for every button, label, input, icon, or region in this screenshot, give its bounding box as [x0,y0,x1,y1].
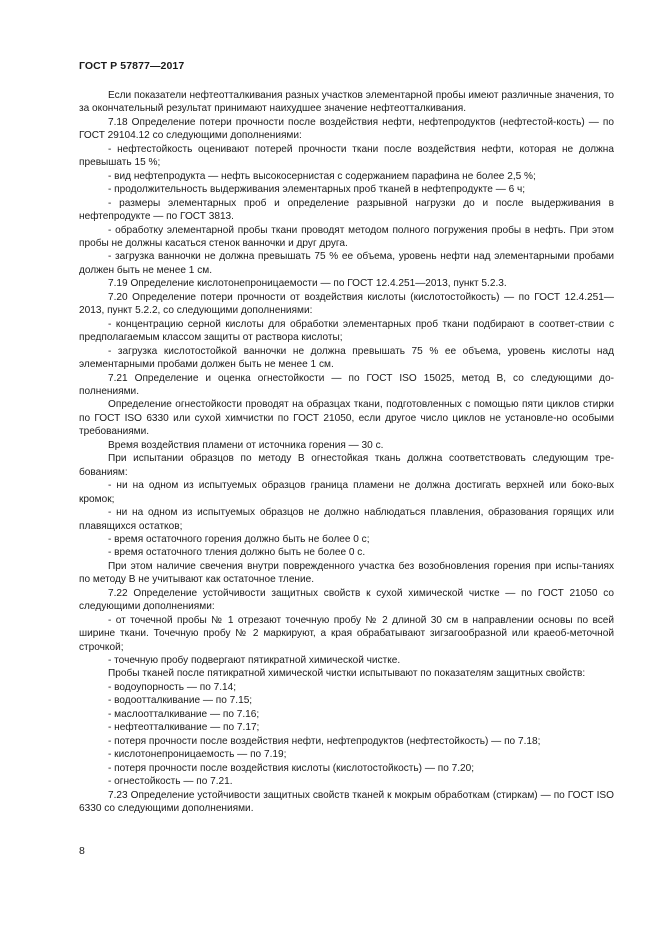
paragraph: 7.21 Определение и оценка огнестойкости — по ГОСТ ISO 15025, метод В, со следующими до-полнениями. [79,372,614,397]
list-item: - маслоотталкивание — по 7.16; [108,708,260,720]
list-item: - вид нефтепродукта — нефть высокосернистая с содержанием парафина не более 2,5 %; [108,170,536,182]
paragraph: Если показатели нефтеотталкивания разных участков элементарной пробы имеют различные значения, то за окончательный результат принимают наихудшее значение нефтеотталкивания. [79,90,614,115]
list-item: - загрузка ванночки не должна превышать 75 % ее объема, уровень нефти над элементарными пробами должен быть не менее 1 см. [79,251,614,276]
paragraph: 7.20 Определение потери прочности от воздействия кислоты (кислотостойкость) — по ГОСТ 12.4.251—2013, пункт 5.2.2, со следующими дополнениями: [79,291,614,317]
paragraph: Определение огнестойкости проводят на образцах ткани, подготовленных с помощью пяти циклов стирки по ГОСТ ISO 6330 или сухой химчистки по ГОСТ 21050, если другое число циклов не установле-но особыми требованиями. [79,399,614,438]
document-header: ГОСТ Р 57877—2017 [79,60,185,72]
list-item: - продолжительность выдерживания элементарных проб тканей в нефтепродукте — 6 ч; [108,184,526,196]
paragraph: 7.19 Определение кислотонепроницаемости — по ГОСТ 12.4.251—2013, пункт 5.2.3. [108,278,507,290]
document-body [79,89,614,815]
list-item: - от точечной пробы № 1 отрезают точечную пробу № 2 длиной 30 см в направлении основы по всей ширине ткани. Точечную пробу № 2 маркируют, а края обрабатывают зигзагообразной или краеоб-меточной строчкой; [79,614,614,653]
list-item: - обработку элементарной пробы ткани проводят методом полного погружения пробы в нефть. При этом пробы не должны касаться стенок ванночки и друг друга. [79,224,614,249]
list-item: - огнестойкость — по 7.21. [108,776,233,788]
list-item: - размеры элементарных проб и определение разрывной нагрузки до и после выдерживания в нефтепродукте — по ГОСТ 3813. [79,197,614,223]
list-item: - нефтеотталкивание — по 7.17; [108,722,260,734]
list-item: - ни на одном из испытуемых образцов граница пламени не должна достигать верхней или боко-вых кромок; [79,480,614,505]
list-item: - загрузка кислотостойкой ванночки не должна превышать 75 % ее объема, уровень кислоты над элементарными пробами должен быть не менее 1 см. [79,345,614,371]
paragraph: 7.18 Определение потери прочности после воздействия нефти, нефтепродуктов (нефтестой-кость) — по ГОСТ 29104.12 со следующими дополнениями: [79,116,614,142]
list-item: - кислотонепроницаемость — по 7.19; [108,749,287,761]
list-item: - потеря прочности после воздействия кислоты (кислотостойкость) — по 7.20; [108,762,475,774]
list-item: - концентрацию серной кислоты для обработки элементарных проб ткани подбирают в соответ-ствии с предполагаемым классом защиты от раствора кислоты; [79,318,614,344]
paragraph: Пробы тканей после пятикратной химической чистки испытывают по показателям защитных свойств: [108,668,586,680]
list-item: - ни на одном из испытуемых образцов не должно наблюдаться плавления, образования горящих или плавящихся остатков; [79,507,614,532]
paragraph: 7.23 Определение устойчивости защитных свойств тканей к мокрым обработкам (стиркам) — по ГОСТ ISO 6330 со следующими дополнениями. [79,789,614,815]
paragraph: Время воздействия пламени от источника горения — 30 с. [108,439,384,451]
list-item: - время остаточного тления должно быть не более 0 с. [108,547,366,559]
list-item: - потеря прочности после воздействия нефти, нефтепродуктов (нефтестойкость) — по 7.18; [108,735,541,747]
paragraph: При испытании образцов по методу В огнестойкая ткань должна соответствовать следующим тре-бованиям: [79,453,614,478]
paragraph: При этом наличие свечения внутри поврежденного участка без возобновления горения при испы-таниях по методу В не учитывают как остаточное тление. [79,560,614,586]
list-item: - водоотталкивание — по 7.15; [108,695,253,707]
list-item: - нефтестойкость оценивают потерей прочности ткани после воздействия нефти, которая не должна превышать 15 %; [79,143,614,169]
page-number: 8 [79,845,85,857]
list-item: - водоупорность — по 7.14; [108,681,237,693]
paragraph: 7.22 Определение устойчивости защитных свойств к сухой химической чистке — по ГОСТ 21050 со следующими дополнениями: [79,587,614,613]
list-item: - время остаточного горения должно быть не более 0 с; [108,533,370,545]
list-item: - точечную пробу подвергают пятикратной химической чистке. [108,655,401,667]
